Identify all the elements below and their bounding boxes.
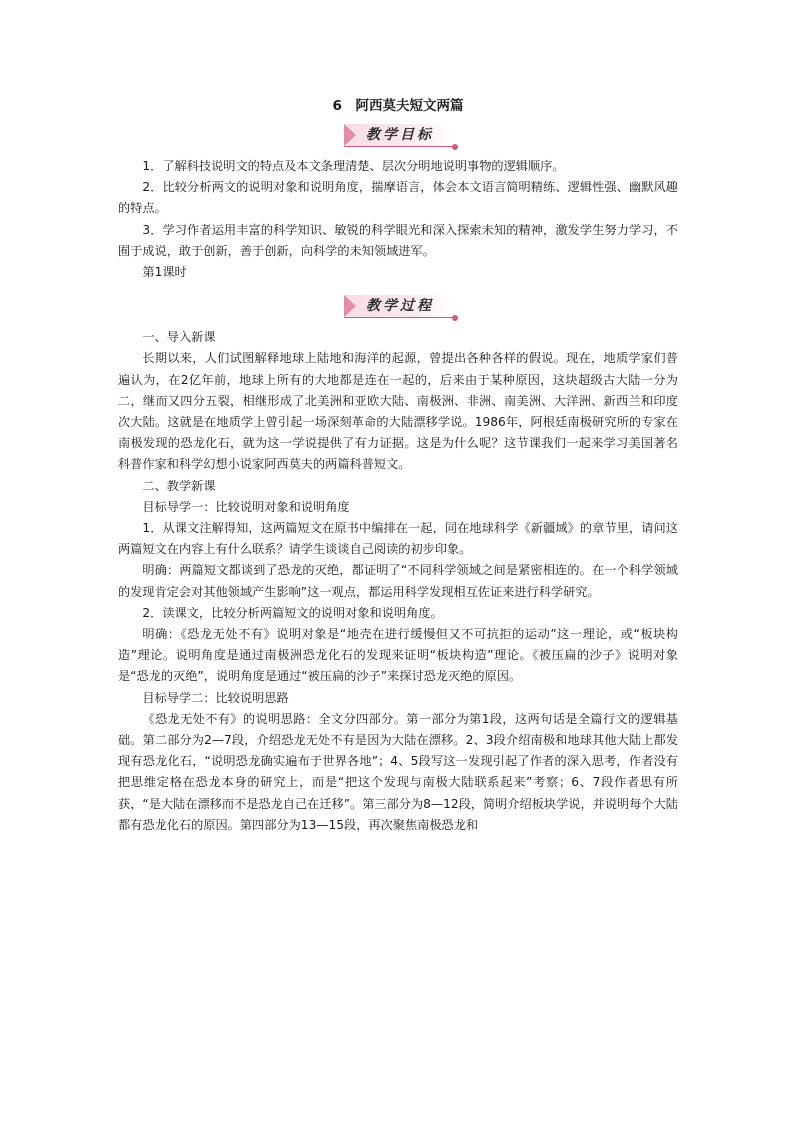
paragraph: 《恐龙无处不有》的说明思路：全文分四部分。第一部分为第1段，这两句话是全篇行文的逻辑基础。第二部分为2—7段，介绍恐龙无处不有是因为大陆在漂移。2、3段介绍南极和地球其他大陆上都发现有恐龙化石，“说明恐龙确实遍布于世界各地”；4、5段写这一发现引起了作者的深入思考，作者没有把思维定格在恐龙本身的研究上，而是“把这个发现与南极大陆联系起来”考察；6、7段作者思有所获，“是大陆在漂移而不是恐龙自己在迁移”。第三部分为8—12段，简明介绍板块学说，并说明每个大陆都有恐龙化石的原因。第四部分为13—15段，再次聚焦南极恐龙和: [118, 711, 678, 832]
document-page: [118, 96, 678, 836]
section-heading-objectives: [118, 124, 678, 148]
paragraph: 长期以来，人们试图解释地球上陆地和海洋的起源，曾提出各种各样的假说。现在，地质学家们普遍认为，在2亿年前，地球上所有的大地都是连在一起的，后来由于某种原因，这块超级古大陆一分为二，继而又四分五裂，相继形成了北美洲和亚欧大陆、南极洲、非洲、南美洲、大洋洲、新西兰和印度次大陆。这就是在地质学上曾引起一场深刻革命的大陆漂移学说。1986年，阿根廷南极研究所的专家在南极发现的恐龙化石，就为这一学说提供了有力证据。这是为什么呢？这节课我们一起来学习美国著名科普作家和科学幻想小说家阿西莫夫的两篇科普短文。: [118, 351, 678, 472]
banner-dot-icon: [452, 315, 458, 321]
banner-triangle-icon: [344, 295, 356, 317]
subheading: 二、教学新课: [142, 478, 216, 493]
paragraph: 1．从课文注解得知，这两篇短文在原书中编排在一起，同在地球科学《新疆域》的章节里，请问这两篇短文在内容上有什么联系？请学生谈谈自己阅读的初步印象。: [118, 521, 678, 557]
banner-dot-icon: [452, 144, 458, 150]
paragraph: 明确：两篇短文都谈到了恐龙的灭绝，都证明了“不同科学领域之间是紧密相连的。在一个科学领域的发现肯定会对其他领域产生影响”这一观点，都运用科学发现相互佐证来进行科学研究。: [118, 563, 678, 599]
heading-label: 教学过程: [366, 298, 434, 315]
banner-triangle-icon: [344, 124, 356, 146]
subheading: 一、导入新课: [142, 330, 216, 345]
lesson-label: 第1课时: [142, 265, 187, 280]
paragraph: 3．学习作者运用丰富的科学知识、敏锐的科学眼光和深入探索未知的精神，激发学生努力学习，不囿于成说，敢于创新，善于创新，向科学的未知领域进军。: [118, 222, 678, 258]
objectives-body: [118, 156, 678, 283]
process-body: [118, 327, 678, 836]
subheading: 目标导学一：比较说明对象和说明角度: [142, 499, 350, 514]
paragraph: 2．读课文，比较分析两篇短文的说明对象和说明角度。: [142, 605, 443, 620]
paragraph: 1．了解科技说明文的特点及本文条理清楚、层次分明地说明事物的逻辑顺序。: [142, 159, 565, 173]
heading-label: 教学目标: [366, 127, 434, 143]
subheading: 目标导学二：比较说明思路: [142, 690, 289, 705]
paragraph: 明确：《恐龙无处不有》说明对象是“地壳在进行缓慢但又不可抗拒的运动”这一理论，或“板块构造”理论。说明角度是通过南极洲恐龙化石的发现来证明“板块构造”理论。《被压扁的沙子》说明对象是“恐龙的灭绝”，说明角度是通过“被压扁的沙子”来探讨恐龙灭绝的原因。: [118, 627, 678, 684]
heading-banner: [344, 295, 452, 318]
heading-banner: [344, 124, 452, 147]
page-title: 6 阿西莫夫短文两篇: [332, 98, 464, 114]
section-heading-process: [118, 295, 678, 319]
paragraph: 2．比较分析两文的说明对象和说明角度，揣摩语言，体会本文语言简明精练、逻辑性强、幽默风趣的特点。: [118, 180, 678, 216]
